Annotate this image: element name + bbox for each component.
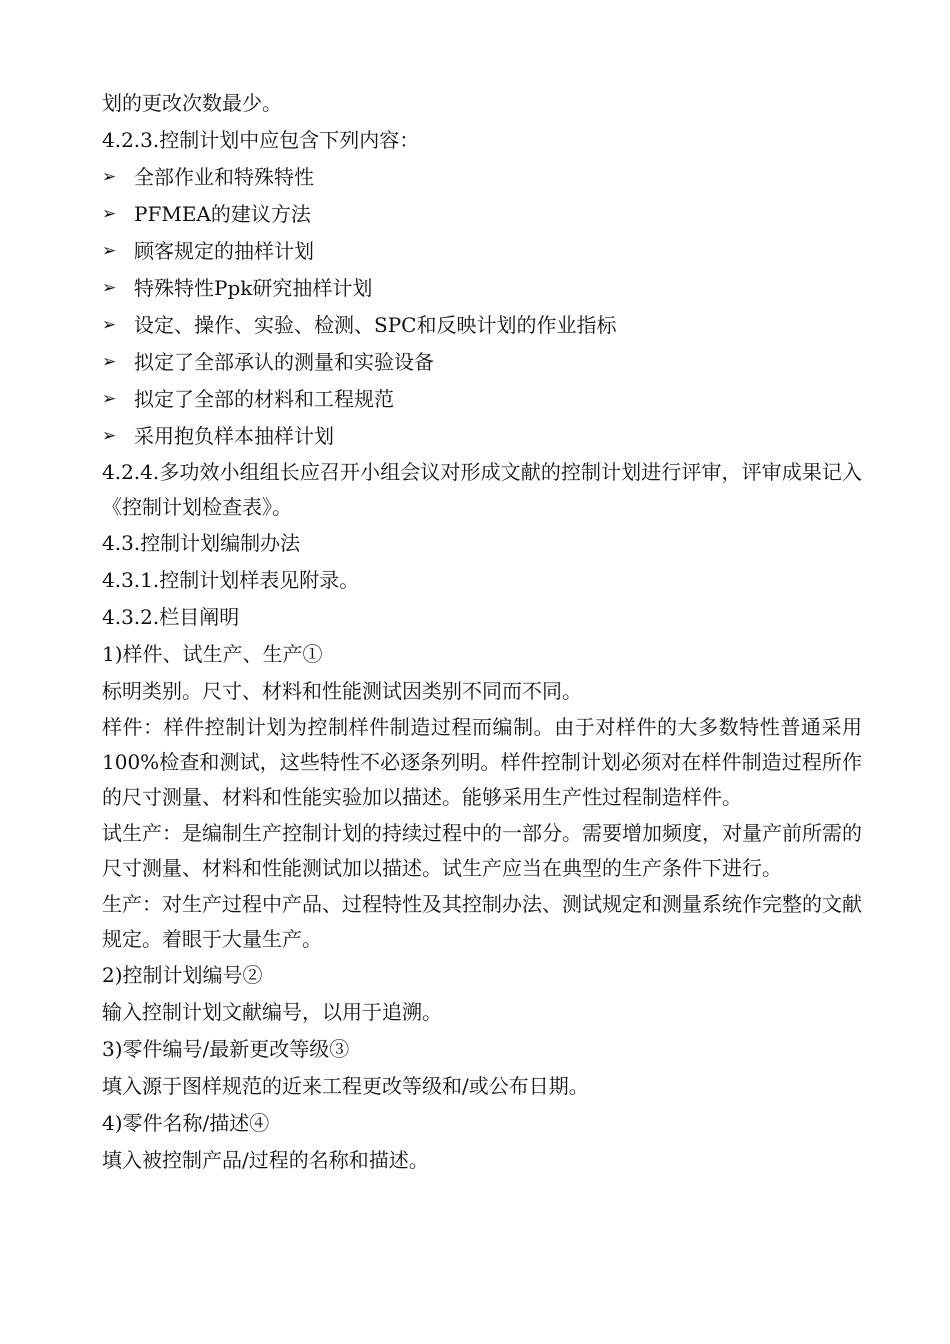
bullet-text: 全部作业和特殊特性 (134, 165, 314, 189)
item-desc-4: 填入被控制产品/过程的名称和描述。 (102, 1148, 429, 1172)
section-heading-4-3-1: 4.3.1.控制计划样表见附录。 (102, 568, 360, 592)
bullet-text: 顾客规定的抽样计划 (134, 239, 314, 263)
bullet-text: 设定、操作、实验、检测、SPC和反映计划的作业指标 (134, 313, 617, 337)
text-line-continuation: 划的更改次数最少。 (102, 91, 282, 115)
section-heading-4-3: 4.3.控制计划编制办法 (102, 531, 301, 555)
bullet-item (102, 159, 862, 196)
item-title-1: 1)样件、试生产、生产① (102, 642, 323, 666)
arrow-bullet-icon: ➢ (102, 204, 117, 224)
item-desc-1: 标明类别。尺寸、材料和性能测试因类别不同而不同。 (102, 679, 582, 703)
paragraph-production: 生产：对生产过程中产品、过程特性及其控制办法、测试规定和测量系统作完整的文献规定。着眼于大量生产。 (102, 892, 862, 951)
paragraph-sample: 样件：样件控制计划为控制样件制造过程而编制。由于对样件的大多数特性普通采用100%检查和测试，这些特性不必逐条列明。样件控制计划必须对在样件制造过程所作的尺寸测量、材料和性能实验加以描述。能够采用生产性过程制造样件。 (102, 715, 862, 809)
bullet-text: 采用抱负样本抽样计划 (134, 424, 334, 448)
bullet-text: 特殊特性Ppk研究抽样计划 (134, 276, 373, 300)
arrow-bullet-icon: ➢ (102, 241, 117, 261)
arrow-bullet-icon: ➢ (102, 278, 117, 298)
item-title-3: 3)零件编号/最新更改等级③ (102, 1037, 350, 1061)
paragraph-trial-production: 试生产：是编制生产控制计划的持续过程中的一部分。需要增加频度，对量产前所需的尺寸测量、材料和性能测试加以描述。试生产应当在典型的生产条件下进行。 (102, 821, 862, 880)
arrow-bullet-icon: ➢ (102, 389, 117, 409)
bullet-item (102, 270, 862, 307)
arrow-bullet-icon: ➢ (102, 167, 117, 187)
bullet-text: 拟定了全部的材料和工程规范 (134, 387, 394, 411)
bullet-item (102, 344, 862, 381)
document-body (102, 85, 862, 1179)
bullet-item (102, 196, 862, 233)
item-desc-2: 输入控制计划文献编号，以用于追溯。 (102, 1000, 442, 1024)
bullet-item (102, 381, 862, 418)
paragraph-4-2-4: 4.2.4.多功效小组组长应召开小组会议对形成文献的控制计划进行评审，评审成果记入《控制计划检查表》。 (102, 460, 862, 519)
item-title-4: 4)零件名称/描述④ (102, 1111, 270, 1135)
arrow-bullet-icon: ➢ (102, 352, 117, 372)
bullet-text: 拟定了全部承认的测量和实验设备 (134, 350, 434, 374)
arrow-bullet-icon: ➢ (102, 426, 117, 446)
bullet-text: PFMEA的建议方法 (134, 202, 311, 226)
bullet-item (102, 418, 862, 455)
bullet-item (102, 233, 862, 270)
item-desc-3: 填入源于图样规范的近来工程更改等级和/或公布日期。 (102, 1074, 589, 1098)
arrow-bullet-icon: ➢ (102, 315, 117, 335)
bullet-item (102, 307, 862, 344)
item-title-2: 2)控制计划编号② (102, 963, 263, 987)
section-heading-4-3-2: 4.3.2.栏目阐明 (102, 605, 240, 629)
section-heading-4-2-3: 4.2.3.控制计划中应包含下列内容： (102, 128, 420, 152)
